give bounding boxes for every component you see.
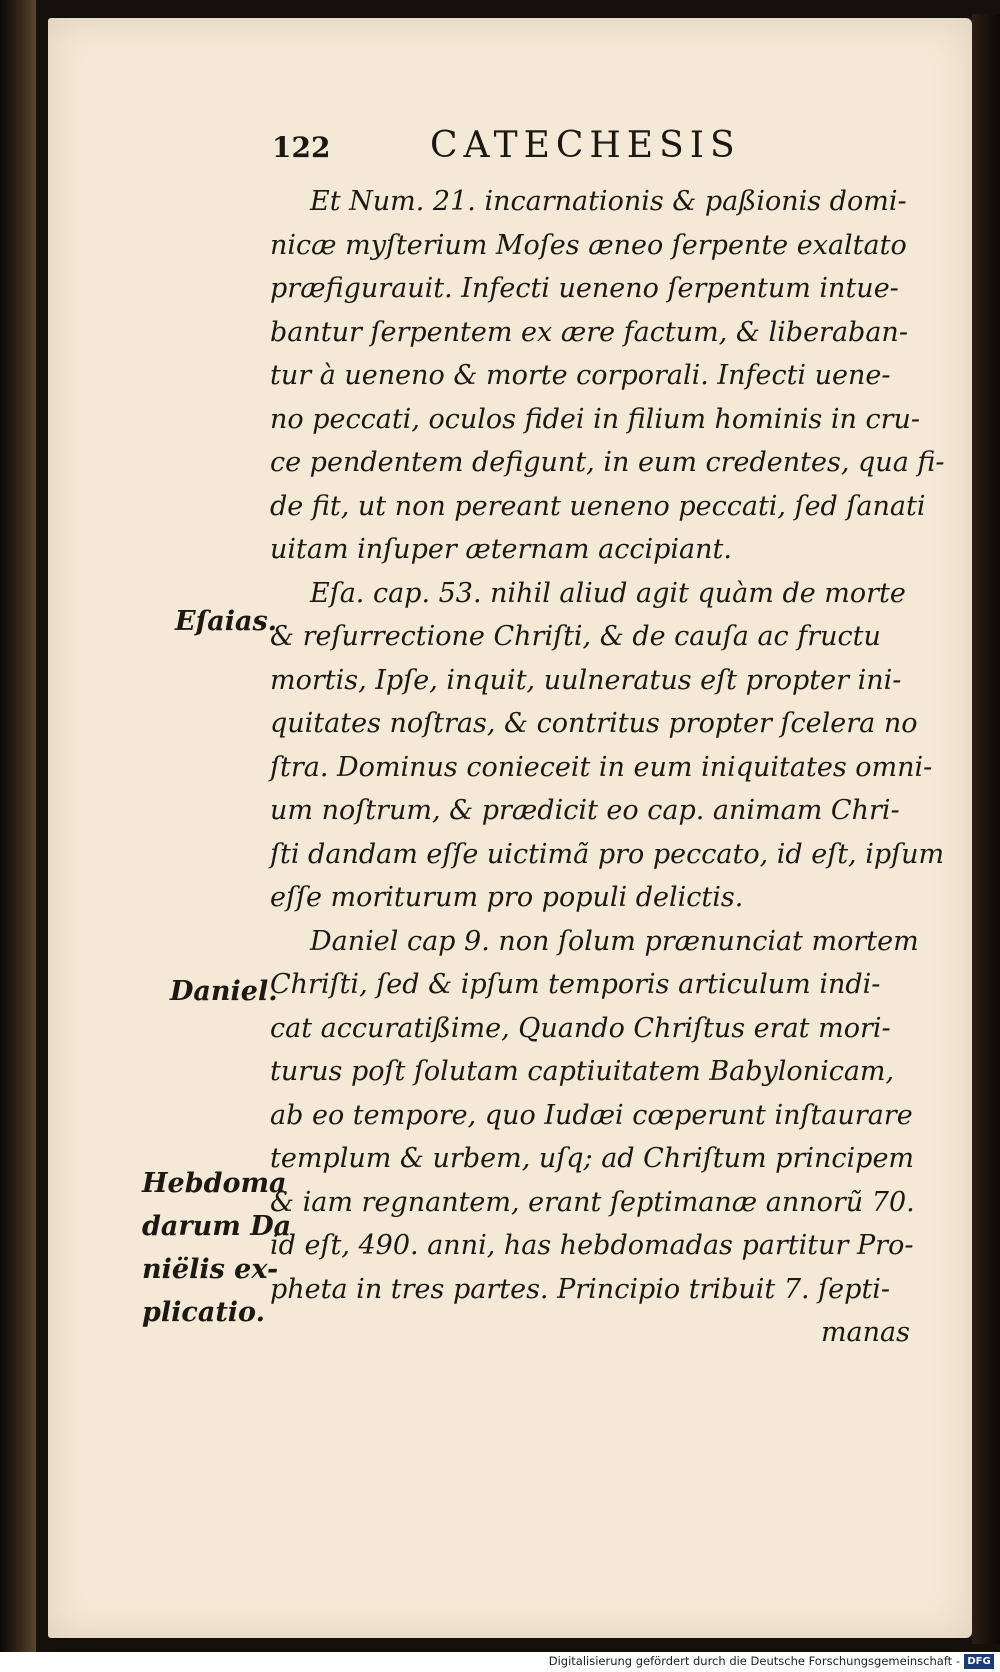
margin-note-line: plicatio.: [142, 1297, 265, 1328]
text-line: Et Num. 21. incarnationis & paßionis domi-: [310, 186, 907, 217]
text-line: ſtra. Dominus conieceit in eum iniquitates omni-: [270, 751, 933, 783]
margin-note-hebdomadarum: [142, 1162, 291, 1334]
text-line: pheta in tres partes. Principio tribuit 7. ſepti-: [270, 1273, 891, 1305]
text-line: eſſe moriturum pro populi delictis.: [270, 882, 744, 913]
text-line: ſti dandam eſſe uictimã pro peccato, id eſt, ipſum: [270, 838, 945, 870]
margin-note-line: Hebdoma: [142, 1168, 287, 1199]
text-line: um noſtrum, & prædicit eo cap. animam Chri-: [270, 795, 900, 826]
text-line: cat accuratißime, Quando Chriſtus erat mori-: [270, 1012, 891, 1044]
text-line: de fit, ut non pereant ueneno peccati, ſed ſanati: [270, 490, 926, 522]
body-text: [270, 180, 945, 1355]
catchword: manas: [820, 1317, 910, 1348]
text-line: bantur ſerpentem ex ære factum, & liberaban-: [270, 316, 908, 348]
running-head: CATECHESIS: [430, 125, 741, 166]
text-line: id eſt, 490. anni, has hebdomadas partitur Pro-: [270, 1230, 914, 1261]
dfg-logo: DFG: [964, 1654, 994, 1669]
page-stack-edge: [972, 14, 1000, 1644]
text-line: templum & urbem, uſq; ad Chriſtum principem: [270, 1143, 915, 1174]
text-line: ab eo tempore, quo Iudæi cœperunt inſtaurare: [270, 1099, 913, 1131]
text-line: quitates noſtras, & contritus propter ſcelera no: [270, 708, 918, 739]
text-line: & iam regnantem, erant ſeptimanæ annorũ 70.: [270, 1186, 915, 1218]
page-header: [272, 125, 792, 175]
text-line: nicæ myſterium Moſes æneo ſerpente exaltato: [270, 229, 907, 261]
margin-note-esaias: Eſaias.: [175, 606, 278, 637]
margin-note-line: darum Da: [142, 1211, 292, 1242]
book-spine-edge: [0, 0, 36, 1652]
footer-credit: Digitalisierung gefördert durch die Deutsche Forschungsgemeinschaft -: [548, 1654, 960, 1668]
text-line: præfigurauit. Infecti ueneno ſerpentum intue-: [270, 273, 899, 304]
text-line: Chriſti, ſed & ipſum temporis articulum indi-: [270, 969, 881, 1000]
text-line: turus poſt ſolutam captiuitatem Babylonicam,: [270, 1056, 895, 1087]
text-line: uitam inſuper æternam accipiant.: [270, 534, 732, 565]
text-line: tur à ueneno & morte corporali. Infecti uene-: [270, 360, 891, 391]
digitization-footer: [0, 1652, 1000, 1672]
text-line: mortis, Ipſe, inquit, uulneratus eſt propter ini-: [270, 664, 902, 696]
margin-note-daniel: Daniel.: [170, 976, 278, 1007]
text-line: no peccati, oculos fidei in filium hominis in cru-: [270, 403, 921, 435]
page-number: 122: [272, 131, 331, 164]
text-line: & reſurrectione Chriſti, & de cauſa ac fructu: [270, 621, 881, 652]
text-line: Eſa. cap. 53. nihil aliud agit quàm de morte: [310, 577, 906, 609]
text-line: ce pendentem defigunt, in eum credentes, qua fi-: [270, 447, 945, 478]
text-line: Daniel cap 9. non ſolum prænunciat mortem: [310, 925, 919, 957]
margin-note-line: niëlis ex-: [142, 1254, 279, 1285]
